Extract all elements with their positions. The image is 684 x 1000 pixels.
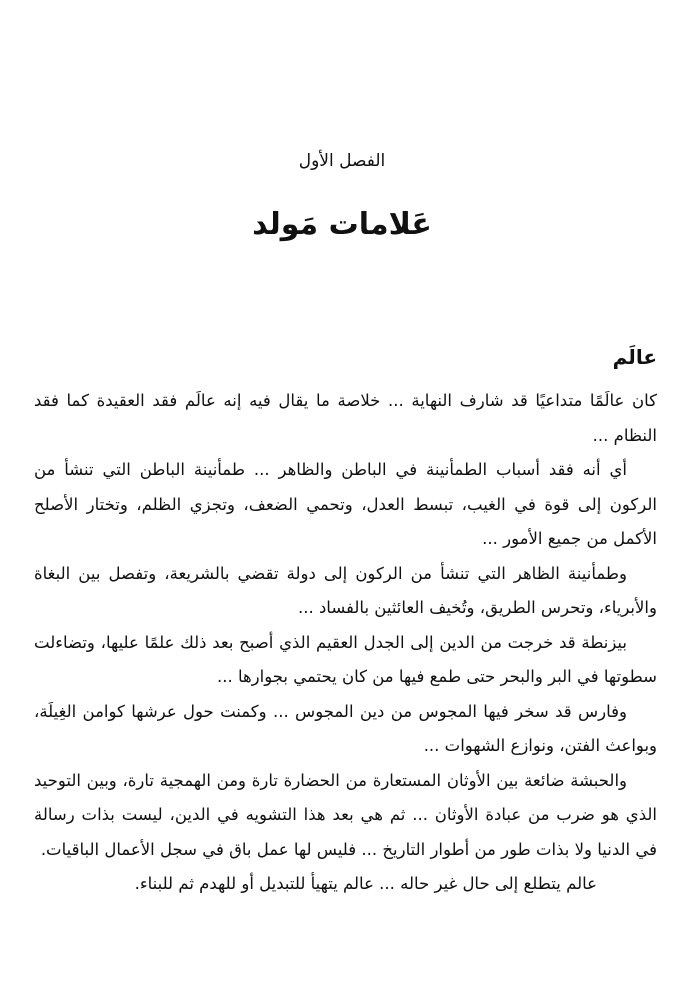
paragraph-6: والحبشة ضائعة بين الأوثان المستعارة من الحضارة تارة ومن الهمجية تارة، وبين التوحيد الذي هو ضرب من عبادة الأوثان ... ثم هي بعد هذا التشويه في الدين، ليست بذات رسالة في الدنيا ولا بذات طور من أطوار التاريخ ... فليس لها عمل باق في سجل الأعمال الباقيات.: [34, 770, 657, 859]
paragraph-3: وطمأنينة الظاهر التي تنشأ من الركون إلى دولة تقضي بالشريعة، وتفصل بين البغاة والأبرياء، وتحرس الطريق، وتُخيف العائثين بالفساد ...: [34, 563, 657, 617]
chapter-label: الفصل الأول: [298, 151, 386, 171]
paragraph-2: أي أنه فقد أسباب الطمأنينة في الباطن والظاهر ... طمأنينة الباطن التي تنشأ من الركون إلى قوة في الغيب، تبسط العدل، وتحمي الضعف، وتجزي الظلم، وتختار الأصلح الأكمل من جميع الأمور ...: [34, 460, 657, 548]
paragraph-5: وفارس قد سخر فيها المجوس من دين المجوس ... وكمنت حول عرشها كوامن الغِيلَة، وبواعث الفتن، ونوازع الشهوات ...: [34, 701, 657, 755]
chapter-title: عَلامات مَولد: [252, 207, 432, 242]
paragraph-1: كان عالَمًا متداعيًا قد شارف النهاية ... خلاصة ما يقال فيه إنه عالَم فقد العقيدة كما فقد النظام ...: [34, 391, 657, 445]
section-heading: عالَم: [612, 345, 657, 369]
paragraph-4: بيزنطة قد خرجت من الدين إلى الجدل العقيم الذي أصبح بعد ذلك علمًا عليها، وتضاءلت سطوتها في البر والبحر حتى طمع فيها من كان يحتمي بجوارها ...: [34, 632, 657, 686]
body-text: [34, 384, 657, 902]
paragraph-7: عالم يتطلع إلى حال غير حاله ... عالم يتهيأ للتبديل أو للهدم ثم للبناء.: [134, 874, 597, 893]
